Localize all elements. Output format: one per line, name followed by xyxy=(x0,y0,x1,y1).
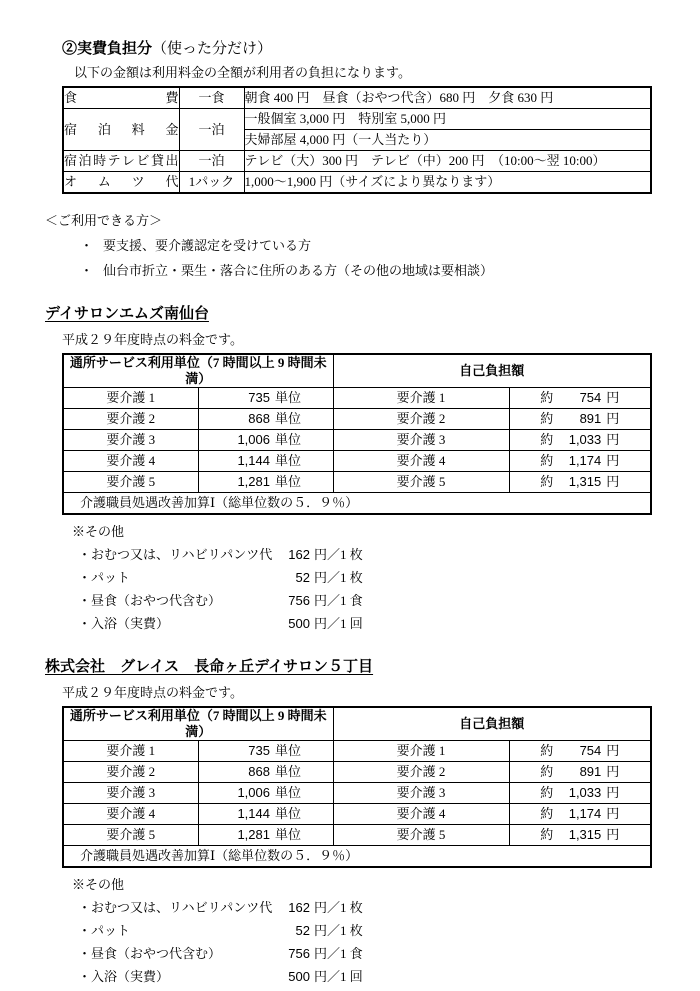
rate-row xyxy=(63,783,651,804)
fee-item-label: オムツ代 xyxy=(63,172,179,194)
rate-row xyxy=(63,825,651,846)
note-label: ・入浴（実費） xyxy=(78,969,170,984)
cost-cell xyxy=(509,409,651,430)
facility-subtitle: 平成２９年度時点の料金です。 xyxy=(62,685,243,700)
care-level: 要介護 3 xyxy=(333,430,509,451)
units-cell xyxy=(198,430,333,451)
cost-value: 891 xyxy=(579,764,602,779)
fee-unit: 1パック xyxy=(179,172,244,194)
cost-cell xyxy=(509,762,651,783)
approx-word: 約 xyxy=(540,453,554,468)
care-level: 要介護 5 xyxy=(333,472,509,493)
cost-cell xyxy=(509,472,651,493)
units-value: 735 xyxy=(248,390,270,405)
yen-word: 円 xyxy=(606,743,620,758)
units-cell xyxy=(198,762,333,783)
section-heading xyxy=(62,40,700,58)
units-cell xyxy=(198,388,333,409)
fee-detail: 夫婦部屋 4,000 円（一人当たり） xyxy=(244,130,651,151)
section-heading-main: ②実費負担分 xyxy=(62,41,153,57)
section-subtitle: 以下の金額は利用料金の全額が利用者の負担になります。 xyxy=(74,65,411,80)
note-label: ・パット xyxy=(78,923,131,938)
note-item xyxy=(78,592,700,610)
units-word: 単位 xyxy=(275,474,302,489)
care-level: 要介護 5 xyxy=(63,825,198,846)
note-price-unit: 円／1 回 xyxy=(314,616,363,631)
approx-word: 約 xyxy=(540,743,554,758)
section-actual-cost xyxy=(0,40,700,194)
note-item xyxy=(78,968,700,986)
eligibility-item-text: 仙台市折立・栗生・落合に住所のある方（その他の地域は要相談） xyxy=(103,263,494,278)
care-level: 要介護 1 xyxy=(63,388,198,409)
fee-item-label: 宿泊時テレビ貸出 xyxy=(63,151,179,172)
note-price: 500 xyxy=(288,616,310,631)
cost-cell xyxy=(509,451,651,472)
eligibility-item xyxy=(80,262,700,280)
note-item xyxy=(78,615,700,633)
note-price: 162 xyxy=(288,547,310,562)
fee-detail: 朝食 400 円 昼食（おやつ代含）680 円 夕食 630 円 xyxy=(244,87,651,109)
improvement-addition-note: 介護職員処遇改善加算Ⅰ（総単位数の５．９％） xyxy=(63,846,651,868)
units-cell xyxy=(198,409,333,430)
care-level: 要介護 3 xyxy=(63,783,198,804)
fee-detail: 一般個室 3,000 円 特別室 5,000 円 xyxy=(244,109,651,130)
cost-value: 754 xyxy=(579,390,602,405)
care-level: 要介護 2 xyxy=(333,409,509,430)
fee-row xyxy=(63,87,651,109)
care-level: 要介護 2 xyxy=(63,409,198,430)
cost-value: 1,174 xyxy=(568,453,602,468)
cost-cell xyxy=(509,804,651,825)
section-facility-minami-sendai xyxy=(0,304,700,633)
section-facility-chomeigaoka xyxy=(0,657,700,986)
units-cell xyxy=(198,825,333,846)
fee-item-label: 食費 xyxy=(63,87,179,109)
fee-detail: テレビ（大）300 円 テレビ（中）200 円 （10:00～翌 10:00） xyxy=(244,151,651,172)
yen-word: 円 xyxy=(606,764,620,779)
note-price-unit: 円／1 枚 xyxy=(314,570,363,585)
note-label: ・昼食（おやつ代含む） xyxy=(78,593,222,608)
rate-table xyxy=(62,706,652,868)
rate-row xyxy=(63,741,651,762)
bullet-icon: ・ xyxy=(80,238,94,253)
units-word: 単位 xyxy=(275,390,302,405)
note-price-unit: 円／1 枚 xyxy=(314,900,363,915)
yen-word: 円 xyxy=(606,432,620,447)
units-word: 単位 xyxy=(275,764,302,779)
cost-cell xyxy=(509,783,651,804)
care-level: 要介護 4 xyxy=(333,451,509,472)
fee-row xyxy=(63,172,651,194)
care-level: 要介護 1 xyxy=(63,741,198,762)
units-value: 1,281 xyxy=(237,827,270,842)
fee-unit: 一泊 xyxy=(179,109,244,151)
approx-word: 約 xyxy=(540,785,554,800)
yen-word: 円 xyxy=(606,827,620,842)
units-cell xyxy=(198,741,333,762)
notes-heading: ※その他 xyxy=(72,524,125,539)
units-value: 735 xyxy=(248,743,270,758)
yen-word: 円 xyxy=(606,390,620,405)
approx-word: 約 xyxy=(540,411,554,426)
cost-cell xyxy=(509,825,651,846)
note-item xyxy=(78,945,700,963)
units-word: 単位 xyxy=(275,411,302,426)
cost-cell xyxy=(509,430,651,451)
yen-word: 円 xyxy=(606,806,620,821)
fee-row xyxy=(63,109,651,130)
fee-row xyxy=(63,151,651,172)
cost-value: 1,033 xyxy=(568,785,602,800)
rate-header-cost: 自己負担額 xyxy=(333,354,651,388)
units-value: 1,006 xyxy=(237,785,270,800)
units-value: 1,006 xyxy=(237,432,270,447)
rate-header-units: 通所サービス利用単位（7 時間以上 9 時間未満） xyxy=(63,354,333,388)
note-price-unit: 円／1 回 xyxy=(314,969,363,984)
yen-word: 円 xyxy=(606,785,620,800)
notes-heading: ※その他 xyxy=(72,877,125,892)
actual-cost-table xyxy=(62,86,652,194)
care-level: 要介護 2 xyxy=(333,762,509,783)
note-price: 162 xyxy=(288,900,310,915)
note-price: 756 xyxy=(288,593,310,608)
cost-value: 754 xyxy=(579,743,602,758)
section-heading-note: （使った分だけ） xyxy=(152,41,273,57)
note-item xyxy=(78,899,700,917)
care-level: 要介護 4 xyxy=(63,451,198,472)
section-eligibility xyxy=(0,212,700,280)
rate-row xyxy=(63,762,651,783)
note-label: ・入浴（実費） xyxy=(78,616,170,631)
approx-word: 約 xyxy=(540,390,554,405)
document-page xyxy=(0,40,700,986)
units-word: 単位 xyxy=(275,785,302,800)
rate-row xyxy=(63,388,651,409)
note-label: ・おむつ又は、リハビリパンツ代 xyxy=(78,547,273,562)
units-cell xyxy=(198,472,333,493)
eligibility-item xyxy=(80,237,700,255)
note-item xyxy=(78,569,700,587)
units-word: 単位 xyxy=(275,743,302,758)
fee-unit: 一泊 xyxy=(179,151,244,172)
care-level: 要介護 2 xyxy=(63,762,198,783)
yen-word: 円 xyxy=(606,411,620,426)
units-word: 単位 xyxy=(275,806,302,821)
rate-row xyxy=(63,430,651,451)
eligibility-heading: ＜ご利用できる方＞ xyxy=(45,213,163,228)
note-price-unit: 円／1 枚 xyxy=(314,923,363,938)
rate-row xyxy=(63,451,651,472)
facility-name: デイサロンエムズ南仙台 xyxy=(45,306,209,322)
rate-row xyxy=(63,804,651,825)
care-level: 要介護 3 xyxy=(63,430,198,451)
units-word: 単位 xyxy=(275,827,302,842)
approx-word: 約 xyxy=(540,764,554,779)
approx-word: 約 xyxy=(540,474,554,489)
units-value: 1,281 xyxy=(237,474,270,489)
facility-name: 株式会社 グレイス 長命ヶ丘デイサロン５丁目 xyxy=(45,659,374,675)
cost-value: 1,315 xyxy=(568,827,602,842)
care-level: 要介護 5 xyxy=(333,825,509,846)
note-price: 756 xyxy=(288,946,310,961)
rate-footer-row xyxy=(63,846,651,868)
bullet-icon: ・ xyxy=(80,263,94,278)
units-value: 1,144 xyxy=(237,453,270,468)
cost-value: 1,315 xyxy=(568,474,602,489)
yen-word: 円 xyxy=(606,474,620,489)
fee-unit: 一食 xyxy=(179,87,244,109)
note-price-unit: 円／1 食 xyxy=(314,946,363,961)
care-level: 要介護 3 xyxy=(333,783,509,804)
care-level: 要介護 4 xyxy=(333,804,509,825)
care-level: 要介護 5 xyxy=(63,472,198,493)
approx-word: 約 xyxy=(540,432,554,447)
rate-header-row xyxy=(63,354,651,388)
units-value: 868 xyxy=(248,411,270,426)
facility-subtitle: 平成２９年度時点の料金です。 xyxy=(62,332,243,347)
rate-table xyxy=(62,353,652,515)
units-value: 868 xyxy=(248,764,270,779)
rate-header-cost: 自己負担額 xyxy=(333,707,651,741)
approx-word: 約 xyxy=(540,806,554,821)
care-level: 要介護 1 xyxy=(333,741,509,762)
note-price: 52 xyxy=(295,570,310,585)
note-price-unit: 円／1 枚 xyxy=(314,547,363,562)
rate-row xyxy=(63,409,651,430)
cost-value: 1,174 xyxy=(568,806,602,821)
care-level: 要介護 1 xyxy=(333,388,509,409)
eligibility-item-text: 要支援、要介護認定を受けている方 xyxy=(103,238,312,253)
approx-word: 約 xyxy=(540,827,554,842)
note-label: ・おむつ又は、リハビリパンツ代 xyxy=(78,900,273,915)
rate-footer-row xyxy=(63,493,651,515)
note-item xyxy=(78,922,700,940)
cost-cell xyxy=(509,388,651,409)
note-label: ・昼食（おやつ代含む） xyxy=(78,946,222,961)
care-level: 要介護 4 xyxy=(63,804,198,825)
fee-item-label: 宿泊料金 xyxy=(63,109,179,151)
rate-header-units: 通所サービス利用単位（7 時間以上 9 時間未満） xyxy=(63,707,333,741)
cost-value: 1,033 xyxy=(568,432,602,447)
note-label: ・パット xyxy=(78,570,131,585)
improvement-addition-note: 介護職員処遇改善加算Ⅰ（総単位数の５．９％） xyxy=(63,493,651,515)
units-word: 単位 xyxy=(275,432,302,447)
units-word: 単位 xyxy=(275,453,302,468)
cost-cell xyxy=(509,741,651,762)
units-value: 1,144 xyxy=(237,806,270,821)
note-price: 52 xyxy=(295,923,310,938)
rate-row xyxy=(63,472,651,493)
units-cell xyxy=(198,451,333,472)
cost-value: 891 xyxy=(579,411,602,426)
note-item xyxy=(78,546,700,564)
note-price-unit: 円／1 食 xyxy=(314,593,363,608)
yen-word: 円 xyxy=(606,453,620,468)
units-cell xyxy=(198,783,333,804)
note-price: 500 xyxy=(288,969,310,984)
units-cell xyxy=(198,804,333,825)
fee-detail: 1,000～1,900 円（サイズにより異なります） xyxy=(244,172,651,194)
rate-header-row xyxy=(63,707,651,741)
